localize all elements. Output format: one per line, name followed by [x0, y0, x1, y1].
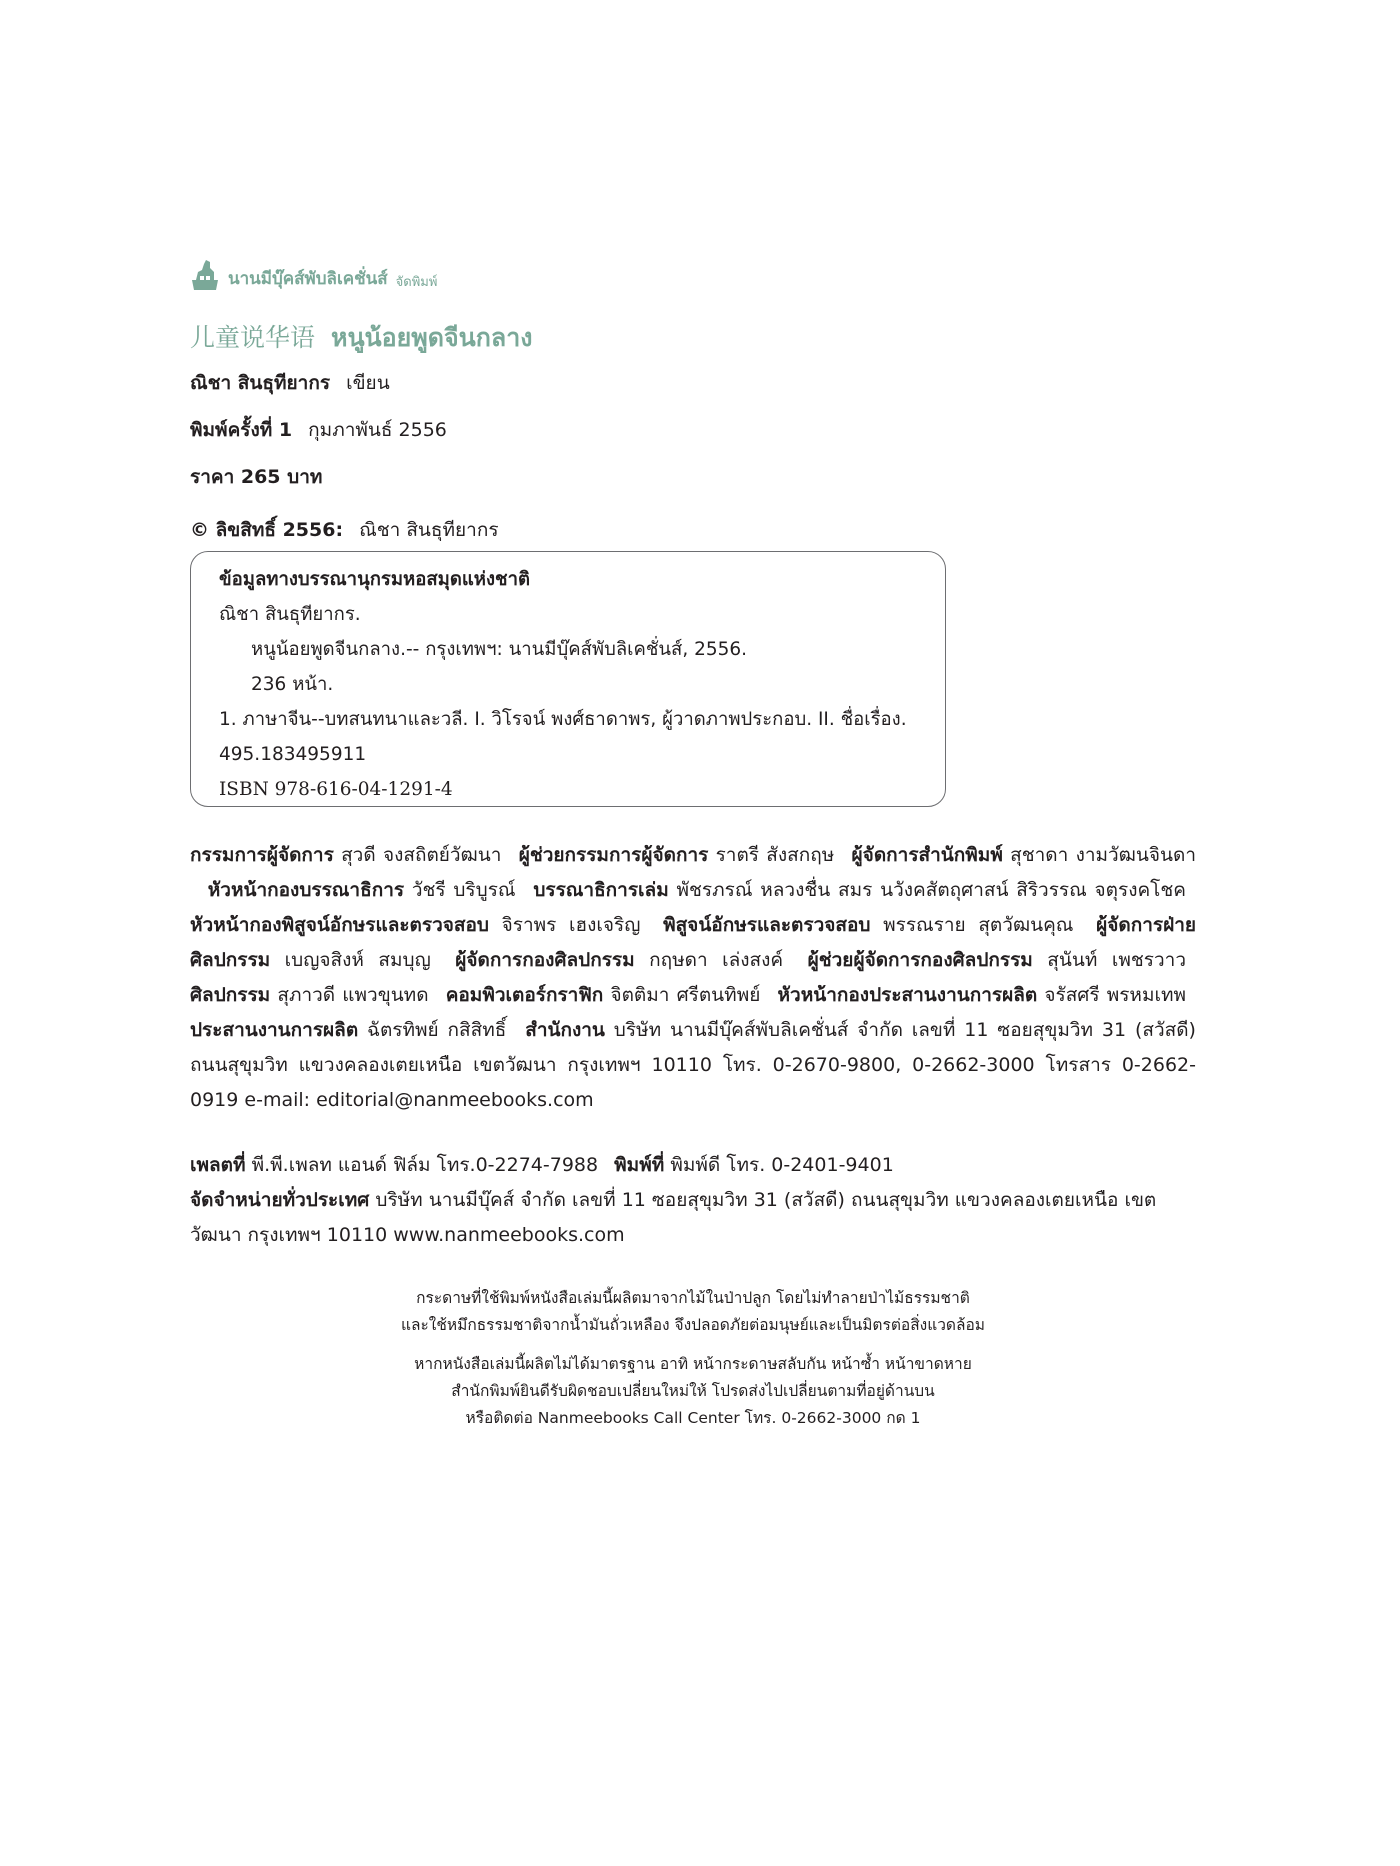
paper-note-line: และใช้หมึกธรรมชาติจากน้ำมันถั่วเหลือง จึงปลอดภัยต่อมนุษย์และเป็นมิตรต่อสิ่งแวดล้อม [400, 1316, 986, 1334]
staff-name: จรัสศรี พรหมเทพ [1044, 984, 1187, 1006]
publisher-line [190, 258, 437, 292]
publisher-role: จัดพิมพ์ [395, 275, 438, 290]
staff-role: บรรณาธิการเล่ม [533, 879, 669, 901]
author-name: ณิชา สินธุทียากร [190, 372, 331, 394]
staff-name: พรรณราย สุตวัฒนคุณ [883, 914, 1074, 936]
book-title [190, 318, 532, 358]
publisher-name: นานมีบุ๊คส์พับลิเคชั่นส์ [228, 269, 388, 289]
staff-name: พัชรภรณ์ หลวงชื่น สมร นวังคสัตถุศาสน์ สิริวรรณ จตุรงคโชค [676, 879, 1186, 901]
edition-label: พิมพ์ครั้งที่ 1 [190, 419, 293, 441]
cip-subjects: 1. ภาษาจีน--บทสนทนาและวลี. I. วิโรจน์ พงศ์ธาดาพร, ผู้วาดภาพประกอบ. II. ชื่อเรื่อง. [219, 709, 907, 730]
staff-name: สุชาดา งามวัฒนจินดา [1010, 844, 1196, 866]
book-title-thai: หนูน้อยพูดจีนกลาง [330, 323, 533, 352]
book-title-chinese: 儿童说华语 [190, 323, 316, 352]
defect-note-line: สำนักพิมพ์ยินดีรับผิดชอบเปลี่ยนใหม่ให้ โปรดส่งไปเปลี่ยนตามที่อยู่ด้านบน [451, 1382, 935, 1400]
staff-role: คอมพิวเตอร์กราฟิก [445, 984, 604, 1006]
staff-role: ผู้จัดการฝ่ายศิลปกรรม [190, 914, 1197, 971]
print-label: พิมพ์ที่ [614, 1154, 665, 1176]
print-value: พิมพ์ดี โทร. 0-2401-9401 [670, 1154, 894, 1176]
production-line-1 [190, 1148, 1196, 1183]
paper-note-line: กระดาษที่ใช้พิมพ์หนังสือเล่มนี้ผลิตมาจากไม้ในป่าปลูก โดยไม่ทำลายป่าไม้ธรรมชาติ [416, 1289, 970, 1307]
notes [190, 1285, 1196, 1432]
staff-name: สุภาวดี แพวขุนทด [277, 984, 429, 1006]
staff-name: ฉัตรทิพย์ กสิสิทธิ์ [367, 1019, 507, 1041]
production-credits [190, 1148, 1196, 1253]
copyright-holder: ณิชา สินธุทียากร [359, 519, 499, 541]
plate-label: เพลตที่ [190, 1154, 246, 1176]
staff-name: เบญจสิงห์ สมบุญ [284, 949, 431, 971]
staff-name: จิตติมา ศรีตนทิพย์ [610, 984, 761, 1006]
cip-classification: 495.183495911 [219, 744, 367, 765]
ship-logo-icon [190, 258, 220, 292]
staff-role: ผู้จัดการสำนักพิมพ์ [851, 844, 1003, 866]
defect-note-line: หากหนังสือเล่มนี้ผลิตไม่ได้มาตรฐาน อาทิ หน้ากระดาษสลับกัน หน้าซ้ำ หน้าขาดหาย [414, 1355, 972, 1373]
edition-line [190, 415, 447, 445]
staff-name: กฤษดา เล่งสงค์ [649, 949, 784, 971]
author-line [190, 368, 390, 398]
staff-name: สุนันท์ เพชรวาว [1047, 949, 1186, 971]
distribution-value: บริษัท นานมีบุ๊คส์ จำกัด เลขที่ 11 ซอยสุขุมวิท 31 (สวัสดี) ถนนสุขุมวิท แขวงคลองเตยเหนือ เขตวัฒนา กรุงเทพฯ 10110 www.nanmeebooks.com [190, 1189, 1157, 1246]
staff-role: ประสานงานการผลิต [190, 1019, 359, 1041]
staff-name: ราตรี สังสกฤษ [715, 844, 835, 866]
cip-box [190, 551, 946, 807]
author-role: เขียน [346, 372, 390, 394]
cip-pages: 236 หน้า. [251, 674, 334, 695]
defect-note-line: หรือติดต่อ Nanmeebooks Call Center โทร. 0-2662-3000 กด 1 [465, 1409, 921, 1427]
staff-name: บริษัท นานมีบุ๊คส์พับลิเคชั่นส์ จำกัด เลขที่ 11 ซอยสุขุมวิท 31 (สวัสดี) ถนนสุขุมวิท แขวงคลองเตยเหนือ เขตวัฒนา กรุงเทพฯ 10110 โทร. 0-2670-9800, 0-2662-3000 โทรสาร 0-2662-0919 e-mail: editorial@nanmeebooks.com [190, 1019, 1196, 1111]
staff-role: ผู้ช่วยกรรมการผู้จัดการ [518, 844, 709, 866]
cip-isbn: ISBN 978-616-04-1291-4 [219, 779, 453, 800]
price: ราคา 265 บาท [190, 466, 323, 488]
distribution-label: จัดจำหน่ายทั่วประเทศ [190, 1189, 370, 1211]
copyright-label: © ลิขสิทธิ์ 2556: [190, 519, 344, 541]
price-line [190, 462, 332, 492]
staff-role: หัวหน้ากองประสานงานการผลิต [777, 984, 1038, 1006]
staff-name: วัชรี บริบูรณ์ [411, 879, 516, 901]
staff-role: หัวหน้ากองพิสูจน์อักษรและตรวจสอบ [190, 914, 489, 936]
staff-role: ผู้จัดการกองศิลปกรรม [455, 949, 635, 971]
cip-heading: ข้อมูลทางบรรณานุกรมหอสมุดแห่งชาติ [219, 569, 530, 590]
cip-title: หนูน้อยพูดจีนกลาง.-- กรุงเทพฯ: นานมีบุ๊คส์พับลิเคชั่นส์, 2556. [251, 639, 748, 660]
staff-role: หัวหน้ากองบรรณาธิการ [207, 879, 405, 901]
staff-role: พิสูจน์อักษรและตรวจสอบ [663, 914, 871, 936]
staff-name: สุวดี จงสถิตย์วัฒนา [341, 844, 502, 866]
staff-name: จิราพร เฮงเจริญ [501, 914, 641, 936]
plate-value: พี.พี.เพลท แอนด์ ฟิล์ม โทร.0-2274-7988 [251, 1154, 599, 1176]
staff-role: ศิลปกรรม [190, 984, 271, 1006]
staff-role: กรรมการผู้จัดการ [190, 844, 334, 866]
staff-credits [190, 838, 1196, 1118]
cip-author: ณิชา สินธุทียากร. [219, 604, 361, 625]
staff-role: สำนักงาน [525, 1019, 605, 1041]
staff-role: ผู้ช่วยผู้จัดการกองศิลปกรรม [807, 949, 1033, 971]
distribution-line [190, 1183, 1196, 1253]
copyright-line [190, 515, 499, 545]
edition-date: กุมภาพันธ์ 2556 [308, 419, 447, 441]
